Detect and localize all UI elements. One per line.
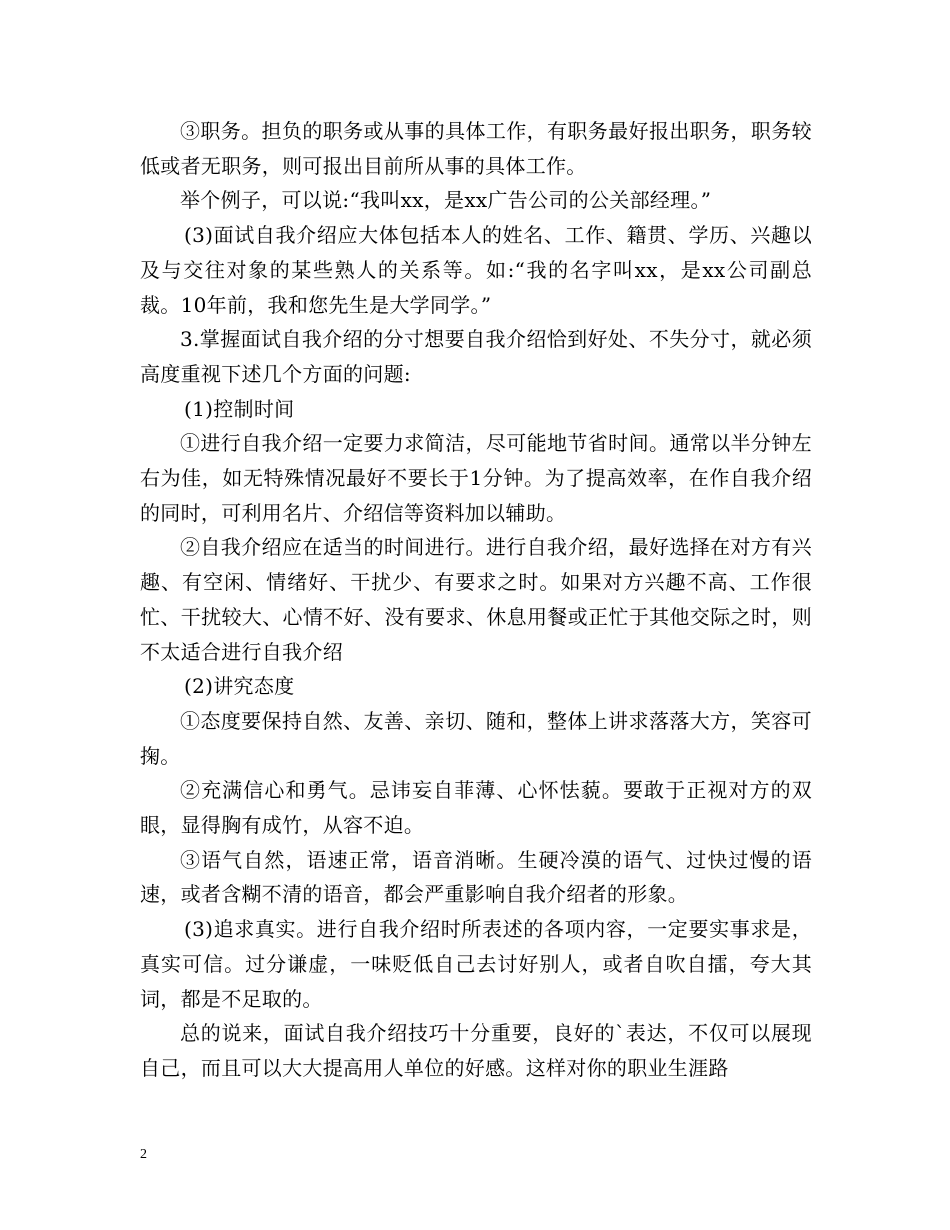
paragraph-summary: 总的说来，面试自我介绍技巧十分重要，良好的`表达，不仅可以展现自己，而且可以大大提高用人单位的好感。这样对你的职业生涯路	[140, 1021, 812, 1080]
paragraph-brevity: ①进行自我介绍一定要力求简洁，尽可能地节省时间。通常以半分钟左右为佳，如无特殊情况最好不要长于1分钟。为了提高效率，在作自我介绍的同时，可利用名片、介绍信等资料加以辅助。	[140, 431, 812, 525]
paragraph-section-3: 3.掌握面试自我介绍的分寸想要自我介绍恰到好处、不失分寸，就必须高度重视下述几个方面的问题:	[140, 327, 812, 386]
paragraph-tone: ③语气自然，语速正常，语音消晰。生硬冷漠的语气、过快过慢的语速，或者含糊不清的语音，都会严重影响自我介绍者的形象。	[140, 847, 812, 907]
paragraph-truthfulness: (3)追求真实。进行自我介绍时所表述的各项内容，一定要实事求是，真实可信。过分谦虚，一味贬低自己去讨好别人，或者自吹自擂，夸大其词，都是不足取的。	[140, 917, 812, 1011]
page-number: 2	[140, 1147, 147, 1162]
paragraph-timing: ②自我介绍应在适当的时间进行。进行自我介绍，最好选择在对方有兴趣、有空闲、情绪好、干扰少、有要求之时。如果对方兴趣不高、工作很忙、干扰较大、心情不好、没有要求、休息用餐或正忙于其他交际之时，则不太适合进行自我介绍	[140, 535, 812, 664]
paragraph-intro-content: (3)面试自我介绍应大体包括本人的姓名、工作、籍贯、学历、兴趣以及与交往对象的某些熟人的关系等。如:“我的名字叫xx，是xx公司副总裁。10年前，我和您先生是大学同学。”	[140, 223, 812, 317]
heading-attitude: (2)讲究态度	[184, 674, 295, 699]
paragraph-duty: ③职务。担负的职务或从事的具体工作，有职务最好报出职务，职务较低或者无职务，则可报出目前所从事的具体工作。	[140, 119, 812, 178]
paragraph-confidence: ②充满信心和勇气。忌讳妄自菲薄、心怀怯藐。要敢于正视对方的双眼，显得胸有成竹，从容不迫。	[140, 778, 812, 838]
paragraph-example: 举个例子，可以说:“我叫xx，是xx广告公司的公关部经理。”	[180, 188, 712, 213]
heading-control-time: (1)控制时间	[184, 396, 295, 421]
document-body	[140, 114, 812, 1086]
paragraph-natural-attitude: ①态度要保持自然、友善、亲切、随和，整体上讲求落落大方，笑容可掬。	[140, 708, 812, 768]
